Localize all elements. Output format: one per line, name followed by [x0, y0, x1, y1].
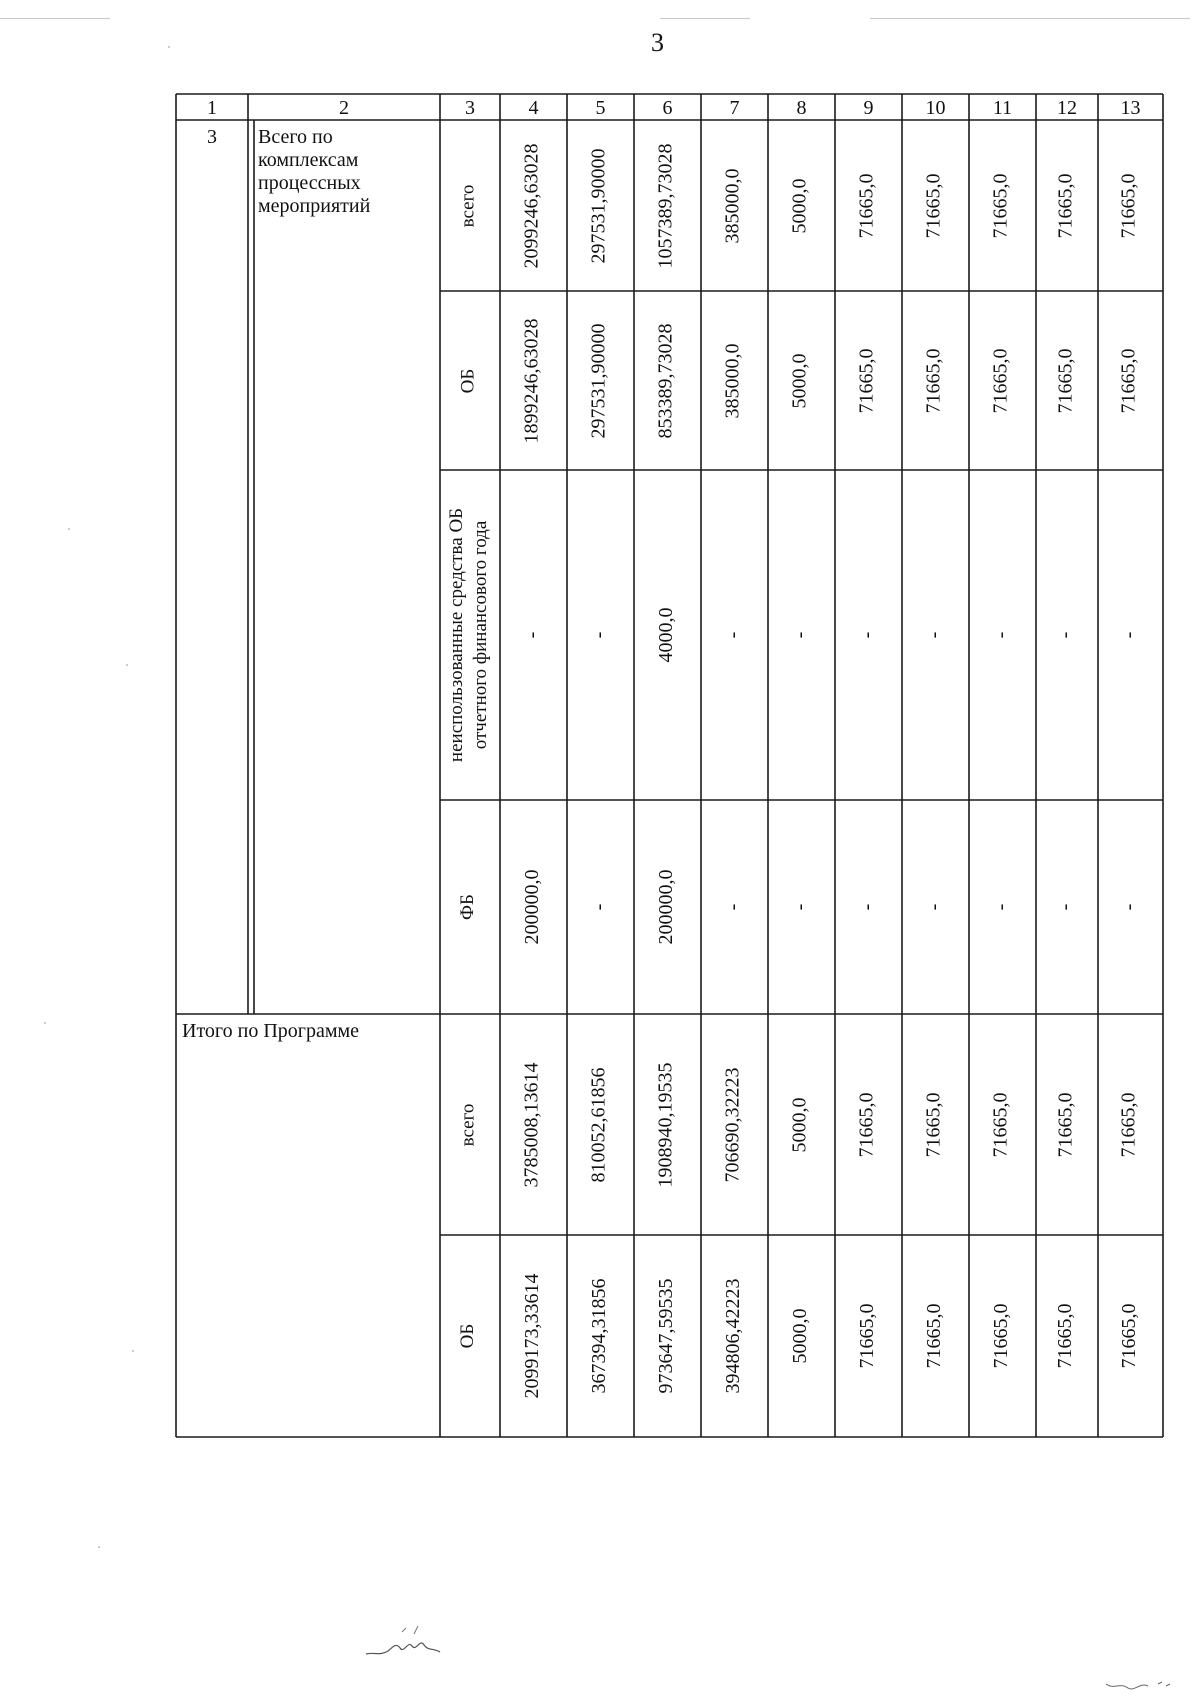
section-title-line: мероприятий	[258, 195, 371, 217]
table-cell: 973647,59535	[654, 1278, 677, 1394]
section-title	[258, 126, 438, 218]
table-cell: -	[989, 903, 1012, 911]
row-label-line: отчетного финансового года	[470, 520, 491, 750]
table-cell: 385000,0	[721, 343, 744, 418]
column-number: 4	[528, 97, 539, 119]
table-cell: -	[922, 631, 945, 639]
table-cell: 2099173,33614	[520, 1273, 543, 1399]
table-cell: 394806,42223	[721, 1278, 744, 1394]
column-number: 5	[595, 97, 606, 119]
table-cell: 5000,0	[788, 1097, 811, 1152]
column-number: 6	[662, 97, 673, 119]
table-cell: 71665,0	[989, 1303, 1012, 1369]
table-cell: 297531,90000	[587, 323, 610, 438]
table-cell: -	[855, 903, 878, 911]
table-cell: -	[721, 631, 744, 639]
column-number: 1	[207, 97, 217, 119]
table-cell: 71665,0	[989, 173, 1012, 238]
table-cell: 71665,0	[1054, 348, 1076, 413]
column-number: 10	[925, 97, 946, 119]
table-cell: -	[1117, 903, 1140, 911]
table-cell: -	[1117, 631, 1140, 639]
row-label: ОБ	[457, 368, 478, 393]
row-label: ФБ	[457, 894, 478, 920]
table-cell: 71665,0	[1054, 173, 1076, 238]
table-cell: -	[721, 903, 744, 911]
table-cell: 200000,0	[520, 869, 543, 945]
table-cell: -	[922, 903, 945, 911]
row-label: всего	[457, 1103, 478, 1146]
table-cell: 71665,0	[922, 1092, 945, 1157]
table-cell: 1899246,63028	[520, 318, 543, 443]
column-number: 13	[1120, 97, 1141, 119]
table-cell: 5000,0	[788, 178, 811, 233]
table-cell: 71665,0	[1117, 173, 1140, 238]
table-cell: 71665,0	[855, 1092, 878, 1157]
signature-scribble	[362, 1618, 462, 1664]
table-cell: 3785008,13614	[520, 1062, 543, 1187]
row-label	[445, 476, 495, 794]
table-cell: 4000,0	[654, 607, 677, 663]
table-cell: 71665,0	[1054, 1092, 1076, 1157]
table-cell: 2099246,63028	[520, 143, 543, 268]
table-cell: 71665,0	[855, 348, 878, 413]
row-label: ОБ	[457, 1323, 478, 1349]
table-cell: 71665,0	[922, 1303, 945, 1369]
table-cell: 1908940,19535	[654, 1062, 677, 1187]
table-cell: -	[788, 903, 811, 911]
table-cell: -	[989, 631, 1012, 639]
table-cell: 71665,0	[989, 1092, 1012, 1157]
table-cell: 297531,90000	[587, 148, 610, 263]
table-cell: 200000,0	[654, 869, 677, 945]
table-cell: 385000,0	[721, 168, 744, 243]
table-cell: -	[1054, 903, 1076, 911]
column-number: 7	[729, 97, 740, 119]
table-cell: 71665,0	[855, 1303, 878, 1369]
table-cell: 853389,73028	[654, 323, 677, 438]
table-cell: -	[788, 631, 811, 639]
column-number: 8	[796, 97, 807, 119]
table-cell: 71665,0	[1117, 1303, 1140, 1369]
table-cell: -	[520, 631, 543, 639]
table-cell: 810052,61856	[587, 1067, 610, 1182]
table-cell: 71665,0	[922, 173, 945, 238]
table-cell: 5000,0	[788, 1308, 811, 1364]
column-number: 2	[339, 97, 349, 119]
table-cell: -	[855, 631, 878, 639]
row-label: всего	[457, 184, 478, 227]
signature-scribble	[1104, 1676, 1174, 1694]
table-cell: 71665,0	[1117, 1092, 1140, 1157]
section-title-line: комплексам	[258, 149, 359, 171]
column-number: 11	[992, 97, 1013, 119]
table-cell: 1057389,73028	[654, 143, 677, 268]
table-cell: 71665,0	[1054, 1303, 1076, 1369]
table-cell: 5000,0	[788, 353, 811, 408]
section-number: 3	[207, 126, 217, 148]
table-cell: -	[1054, 631, 1076, 639]
page-number: 3	[651, 28, 664, 57]
column-number: 3	[465, 97, 475, 119]
table-cell: 367394,31856	[587, 1278, 610, 1394]
column-number: 12	[1057, 97, 1077, 119]
row-label-line: неиспользованные средства ОБ	[446, 507, 467, 763]
table-cell: 71665,0	[922, 348, 945, 413]
section-title-line: Всего по	[258, 126, 333, 148]
table-cell: -	[587, 631, 610, 639]
table-cell: 706690,32223	[721, 1067, 744, 1182]
total-title: Итого по Программе	[182, 1020, 360, 1042]
section-title-line: процессных	[258, 172, 361, 194]
table-cell: -	[587, 903, 610, 911]
column-number: 9	[863, 97, 874, 119]
table-cell: 71665,0	[855, 173, 878, 238]
table-cell: 71665,0	[1117, 348, 1140, 413]
table-cell: 71665,0	[989, 348, 1012, 413]
